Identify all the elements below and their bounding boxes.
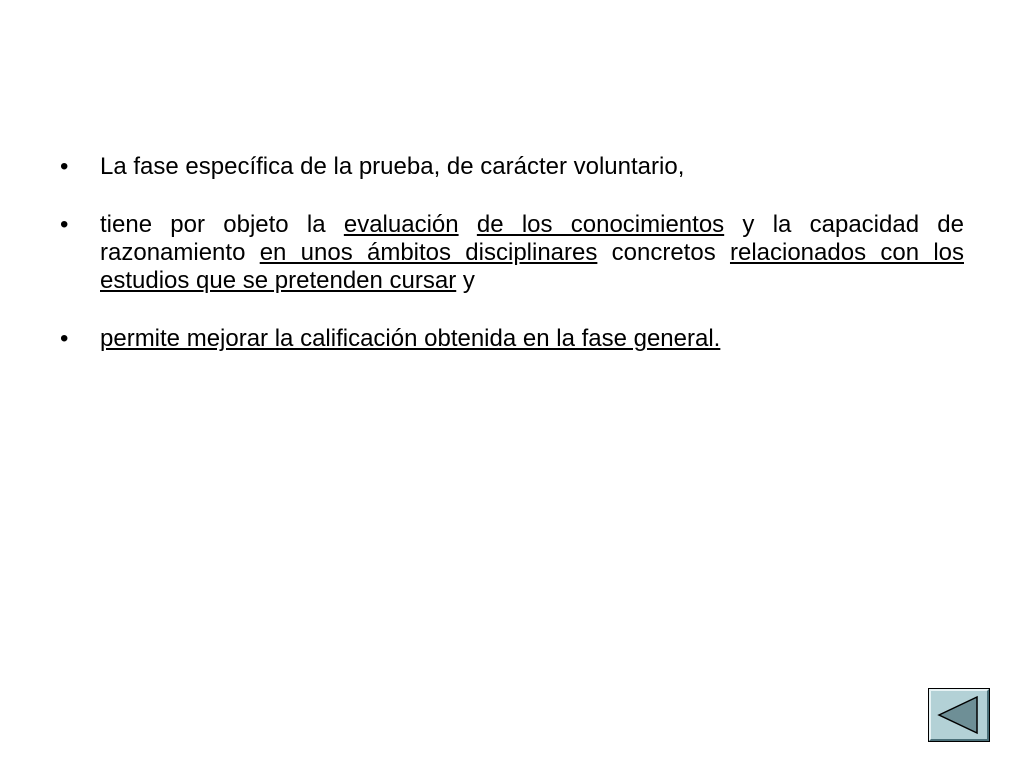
mejorar-calificacion-link[interactable]: permite mejorar la calificación obtenida en la fase general. <box>100 325 721 352</box>
bullet-text: La fase específica de la prueba, de carácter voluntario, <box>100 153 685 180</box>
spacer-text <box>459 211 477 238</box>
bullet-text: tiene por objeto la <box>100 211 344 238</box>
bullet-list <box>60 153 964 383</box>
bullet-marker: • <box>60 211 69 238</box>
estudios-relacionados-link[interactable]: relacionados con los estudios que se pretenden cursar <box>100 239 964 294</box>
ambitos-disciplinares-link[interactable]: en unos ámbitos disciplinares <box>259 239 598 266</box>
triangle-left-icon <box>931 691 987 739</box>
bullet-item-fase-especifica <box>60 153 964 181</box>
conocimientos-link[interactable]: de los conocimientos <box>476 211 725 238</box>
bullet-text: y la capacidad de razonamiento <box>100 211 965 266</box>
bullet-text: concretos <box>597 239 730 266</box>
bullet-item-mejorar <box>60 325 964 353</box>
bullet-marker: • <box>60 325 69 352</box>
bullet-item-objeto <box>60 211 964 295</box>
evaluacion-link[interactable]: evaluación <box>343 211 459 238</box>
bullet-marker: • <box>60 153 69 180</box>
back-nav-button[interactable] <box>929 689 989 741</box>
bullet-text: y <box>456 267 475 294</box>
